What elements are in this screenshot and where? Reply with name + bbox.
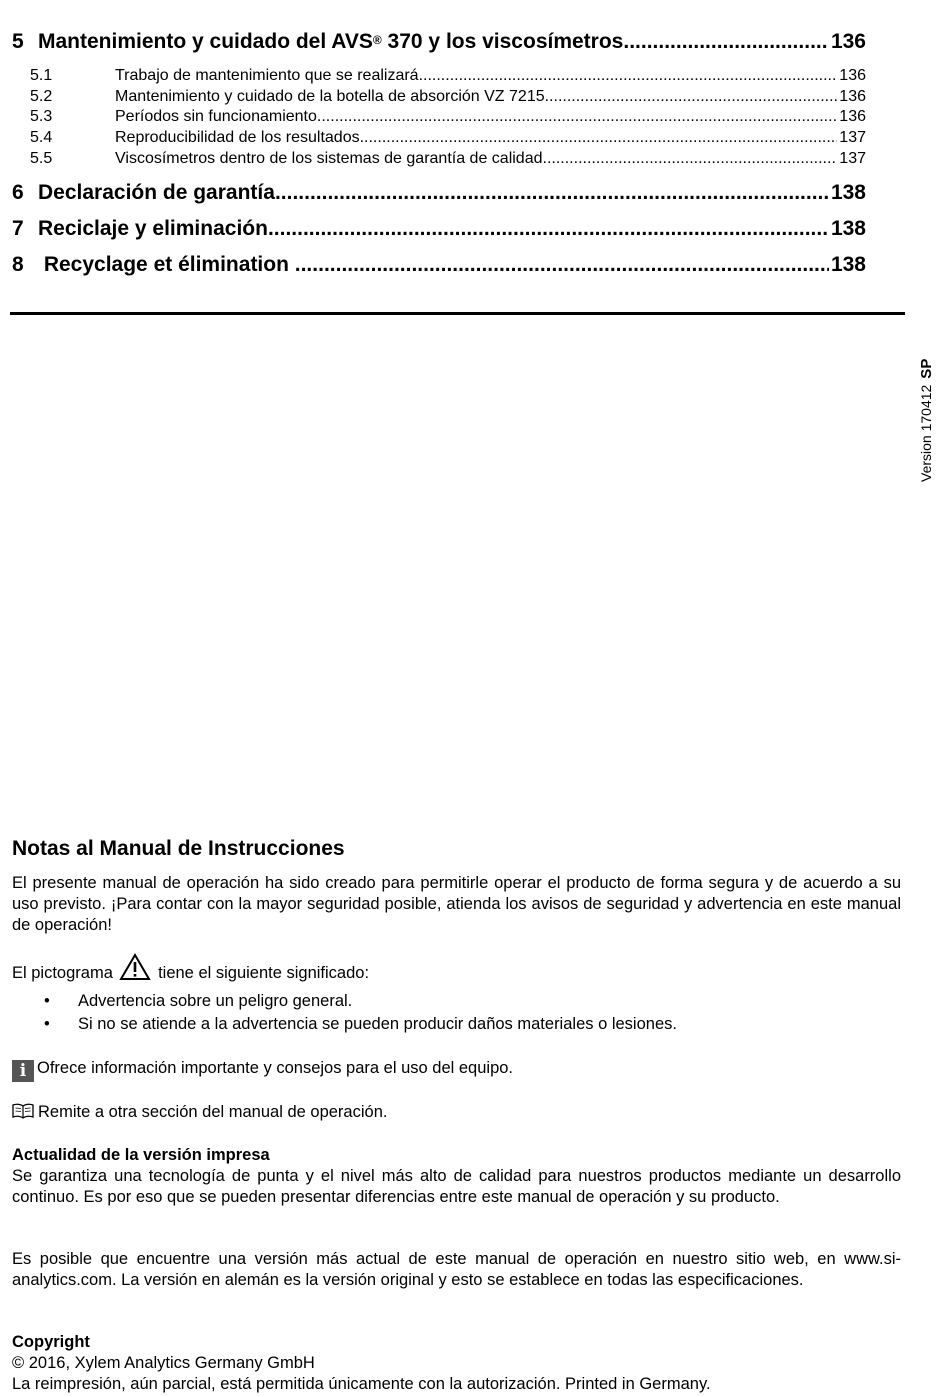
toc-number: 6 bbox=[12, 181, 24, 204]
reference-line: Remite a otra sección del manual de operación. bbox=[12, 1103, 387, 1122]
toc-title: Viscosímetros dentro de los sistemas de garantía de calidad bbox=[115, 150, 543, 167]
version-label bbox=[918, 359, 935, 482]
toc-entry-5-5[interactable] bbox=[12, 150, 866, 170]
toc-entry-5-4[interactable] bbox=[12, 129, 866, 149]
toc-page: 136 bbox=[839, 88, 866, 105]
toc-page: 138 bbox=[830, 253, 866, 276]
toc-number: 7 bbox=[12, 217, 24, 240]
pictogram-line: El pictograma tiene el siguiente significado: bbox=[12, 953, 369, 983]
toc-title: Reproducibilidad de los resultados bbox=[115, 129, 360, 146]
actualidad-paragraph-2: Es posible que encuentre una versión más actual de este manual de operación en nuestro sitio web, en www.si-analytics.com. La versión en alemán es la versión original y esto se establece en todas las especificaciones. bbox=[12, 1250, 901, 1289]
toc-entry-8[interactable] bbox=[12, 253, 866, 279]
toc-number: 8 bbox=[12, 253, 24, 276]
toc-page: 138 bbox=[830, 181, 866, 204]
toc-page: 138 bbox=[830, 217, 866, 240]
toc-page: 137 bbox=[839, 150, 866, 167]
toc-title: Recyclage et élimination bbox=[38, 253, 295, 276]
toc-page: 136 bbox=[830, 30, 866, 53]
registered-mark: ® bbox=[372, 33, 382, 47]
bullet-icon: • bbox=[44, 1015, 50, 1033]
toc-page: 136 bbox=[839, 67, 866, 84]
toc-entry-5-2[interactable] bbox=[12, 88, 866, 108]
warning-triangle-icon bbox=[119, 953, 151, 981]
notes-heading: Notas al Manual de Instrucciones bbox=[12, 837, 345, 860]
toc-entry-5[interactable] bbox=[12, 30, 866, 56]
toc-number: 5.3 bbox=[30, 108, 53, 125]
toc-number: 5.5 bbox=[30, 150, 53, 167]
list-item: • Si no se atiende a la advertencia se pueden producir daños materiales o lesiones. bbox=[44, 1015, 677, 1033]
toc-leader bbox=[317, 108, 837, 126]
toc-leader bbox=[268, 217, 829, 241]
toc-page: 137 bbox=[839, 129, 866, 146]
toc-number: 5.4 bbox=[30, 129, 53, 146]
version-number: Version 170412 bbox=[918, 384, 934, 482]
toc-number: 5.1 bbox=[30, 67, 53, 84]
toc-title: Trabajo de mantenimiento que se realizará bbox=[115, 67, 419, 84]
toc-page: 136 bbox=[839, 108, 866, 125]
list-item: • Advertencia sobre un peligro general. bbox=[44, 992, 353, 1010]
toc-title: Reciclaje y eliminación bbox=[38, 217, 268, 240]
toc-entry-5-3[interactable] bbox=[12, 108, 866, 128]
actualidad-heading: Actualidad de la versión impresa bbox=[12, 1146, 270, 1164]
toc-leader bbox=[545, 88, 838, 106]
copyright-line: © 2016, Xylem Analytics Germany GmbH bbox=[12, 1354, 315, 1372]
toc-leader bbox=[275, 181, 829, 205]
toc-leader bbox=[623, 30, 829, 54]
horizontal-rule bbox=[10, 312, 905, 315]
toc-leader bbox=[543, 150, 838, 168]
reprint-notice: La reimpresión, aún parcial, está permitida únicamente con la autorización. Printed in Germany. bbox=[12, 1375, 711, 1393]
info-icon: i bbox=[12, 1060, 34, 1082]
language-code: SP bbox=[918, 358, 935, 379]
toc-title: Mantenimiento y cuidado del AVS® 370 y los viscosímetros bbox=[38, 30, 624, 53]
book-icon bbox=[12, 1103, 34, 1119]
bullet-icon: • bbox=[44, 992, 50, 1010]
toc-number: 5.2 bbox=[30, 88, 53, 105]
actualidad-paragraph-1: Se garantiza una tecnología de punta y el nivel más alto de calidad para nuestros productos mediante un desarrollo continuo. Es por eso que se pueden presentar diferencias entre este manual de operación y su producto. bbox=[12, 1167, 901, 1206]
toc-leader bbox=[295, 253, 829, 277]
toc-title: Períodos sin funcionamiento bbox=[115, 108, 317, 125]
toc-leader bbox=[419, 67, 838, 85]
copyright-heading: Copyright bbox=[12, 1333, 90, 1351]
toc-entry-7[interactable] bbox=[12, 217, 866, 243]
notes-intro: El presente manual de operación ha sido creado para permitirle operar el producto de forma segura y de acuerdo a su uso previsto. ¡Para contar con la mayor seguridad posible, atienda los avisos de seguridad y advertencia en este manual de operación! bbox=[12, 874, 901, 934]
toc-entry-5-1[interactable] bbox=[12, 67, 866, 87]
toc-entry-6[interactable] bbox=[12, 181, 866, 207]
toc-title: Declaración de garantía bbox=[38, 181, 275, 204]
toc-number: 5 bbox=[12, 30, 24, 53]
toc-leader bbox=[360, 129, 838, 147]
toc-title: Mantenimiento y cuidado de la botella de absorción VZ 7215 bbox=[115, 88, 545, 105]
info-line: i Ofrece información importante y consejos para el uso del equipo. bbox=[12, 1059, 513, 1082]
